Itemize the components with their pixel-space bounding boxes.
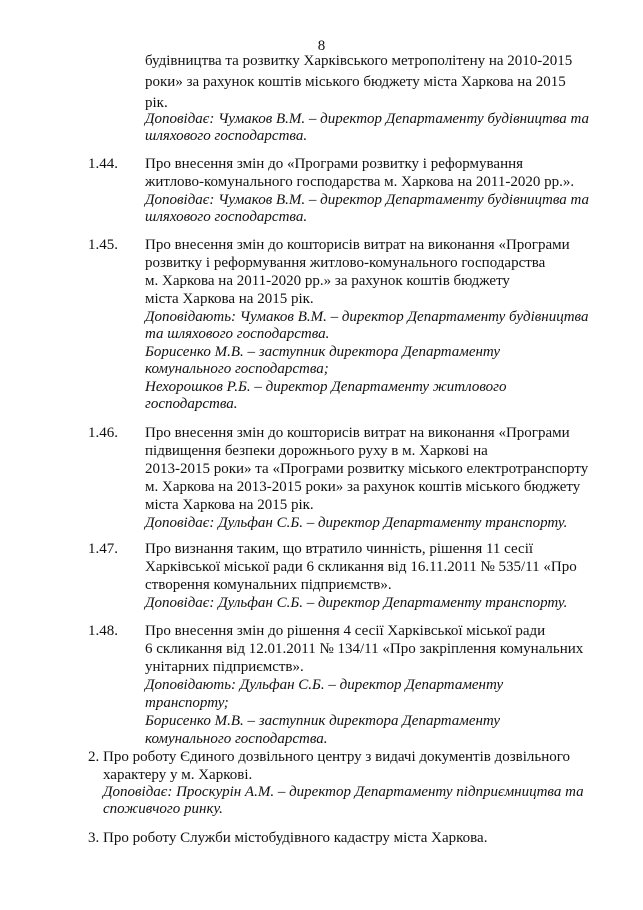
item-1-47-line-3: створення комунальних підприємств». xyxy=(145,577,392,593)
section-2-speaker-1: Доповідає: Проскурін А.М. – директор Департаменту підприємництва та xyxy=(103,784,584,800)
item-1-48-line-3: унітарних підприємств». xyxy=(145,659,304,675)
item-1-46-line-2: підвищення безпеки дорожнього руху в м. Харкові на xyxy=(145,443,488,459)
section-2-line-2: характеру у м. Харкові. xyxy=(103,767,253,783)
item-number-1-44: 1.44. xyxy=(88,156,118,172)
section-2-line-1: 2. Про роботу Єдиного дозвільного центру з видачі документів дозвільного xyxy=(88,749,571,765)
item-1-46-speaker-1: Доповідає: Дульфан С.Б. – директор Департаменту транспорту. xyxy=(145,515,568,531)
item-1-45-line-3: м. Харкова на 2011-2020 рр.» за рахунок коштів бюджету xyxy=(145,273,510,289)
item-1-46-line-3: 2013-2015 роки» та «Програми розвитку міського електротранспорту xyxy=(145,461,589,477)
item-1-48-line-1: Про внесення змін до рішення 4 сесії Харківської міської ради xyxy=(145,623,546,639)
item-1-45-speaker-1: Доповідають: Чумаков В.М. – директор Департаменту будівництва xyxy=(145,309,589,325)
item-1-45-line-2: розвитку і реформування житлово-комунального господарства xyxy=(145,255,546,271)
item-1-45-line-1: Про внесення змін до кошторисів витрат на виконання «Програми xyxy=(145,237,570,253)
intro-line-1: будівництва та розвитку Харківського метрополітену на 2010-2015 xyxy=(145,53,573,69)
item-number-1-46: 1.46. xyxy=(88,425,118,441)
item-1-48-speaker-4: комунального господарства. xyxy=(145,731,328,747)
page-number: 8 xyxy=(317,38,326,54)
intro-speaker-1: Доповідає: Чумаков В.М. – директор Департаменту будівництва та xyxy=(145,111,590,127)
item-1-46-line-4: м. Харкова на 2013-2015 роки» за рахунок коштів міського бюджету xyxy=(145,479,581,495)
item-1-46-line-1: Про внесення змін до кошторисів витрат на виконання «Програми xyxy=(145,425,570,441)
intro-line-3: рік. xyxy=(145,95,168,111)
item-1-44-speaker-1: Доповідає: Чумаков В.М. – директор Департаменту будівництва та xyxy=(145,192,590,208)
section-3-line: 3. Про роботу Служби містобудівного кадастру міста Харкова. xyxy=(88,830,488,846)
item-1-45-line-4: міста Харкова на 2015 рік. xyxy=(145,291,314,307)
item-1-44-line-1 xyxy=(145,155,600,173)
item-1-48-line-2: 6 скликання від 12.01.2011 № 134/11 «Про закріплення комунальних xyxy=(145,641,584,657)
item-number-1-47: 1.47. xyxy=(88,541,118,557)
item-1-45-speaker-5: Нехорошков Р.Б. – директор Департаменту житлового xyxy=(145,379,507,395)
item-number-1-45: 1.45. xyxy=(88,237,118,253)
item-1-47-line-2: Харківської міської ради 6 скликання від 16.11.2011 № 535/11 «Про xyxy=(145,559,577,575)
item-1-48-speaker-2: транспорту; xyxy=(145,695,229,711)
item-1-45-speaker-3: Борисенко М.В. – заступник директора Департаменту xyxy=(145,344,501,360)
item-number-1-48: 1.48. xyxy=(88,623,118,639)
item-1-45-speaker-6: господарства. xyxy=(145,396,238,412)
item-1-45-speaker-4: комунального господарства; xyxy=(145,361,329,377)
item-1-48-speaker-3: Борисенко М.В. – заступник директора Департаменту xyxy=(145,713,501,729)
intro-line-2: роки» за рахунок коштів міського бюджету міста Харкова на 2015 xyxy=(145,74,566,90)
item-1-44-line-2: житлово-комунального господарства м. Харкова на 2011-2020 рр.». xyxy=(145,174,575,190)
item-1-45-speaker-2: та шляхового господарства. xyxy=(145,326,330,342)
item-1-46-line-5: міста Харкова на 2015 рік. xyxy=(145,497,314,513)
intro-speaker-2: шляхового господарства. xyxy=(145,128,308,144)
section-2-speaker-2: споживчого ринку. xyxy=(103,801,223,817)
item-1-44-text-1: Про внесення змін до «Програми розвитку і реформування xyxy=(145,156,524,172)
item-1-47-speaker-1: Доповідає: Дульфан С.Б. – директор Департаменту транспорту. xyxy=(145,595,568,611)
item-1-47-line-1: Про визнання таким, що втратило чинність, рішення 11 сесії xyxy=(145,541,534,557)
item-1-48-speaker-1: Доповідають: Дульфан С.Б. – директор Департаменту xyxy=(145,677,504,693)
item-1-44-speaker-2: шляхового господарства. xyxy=(145,209,308,225)
